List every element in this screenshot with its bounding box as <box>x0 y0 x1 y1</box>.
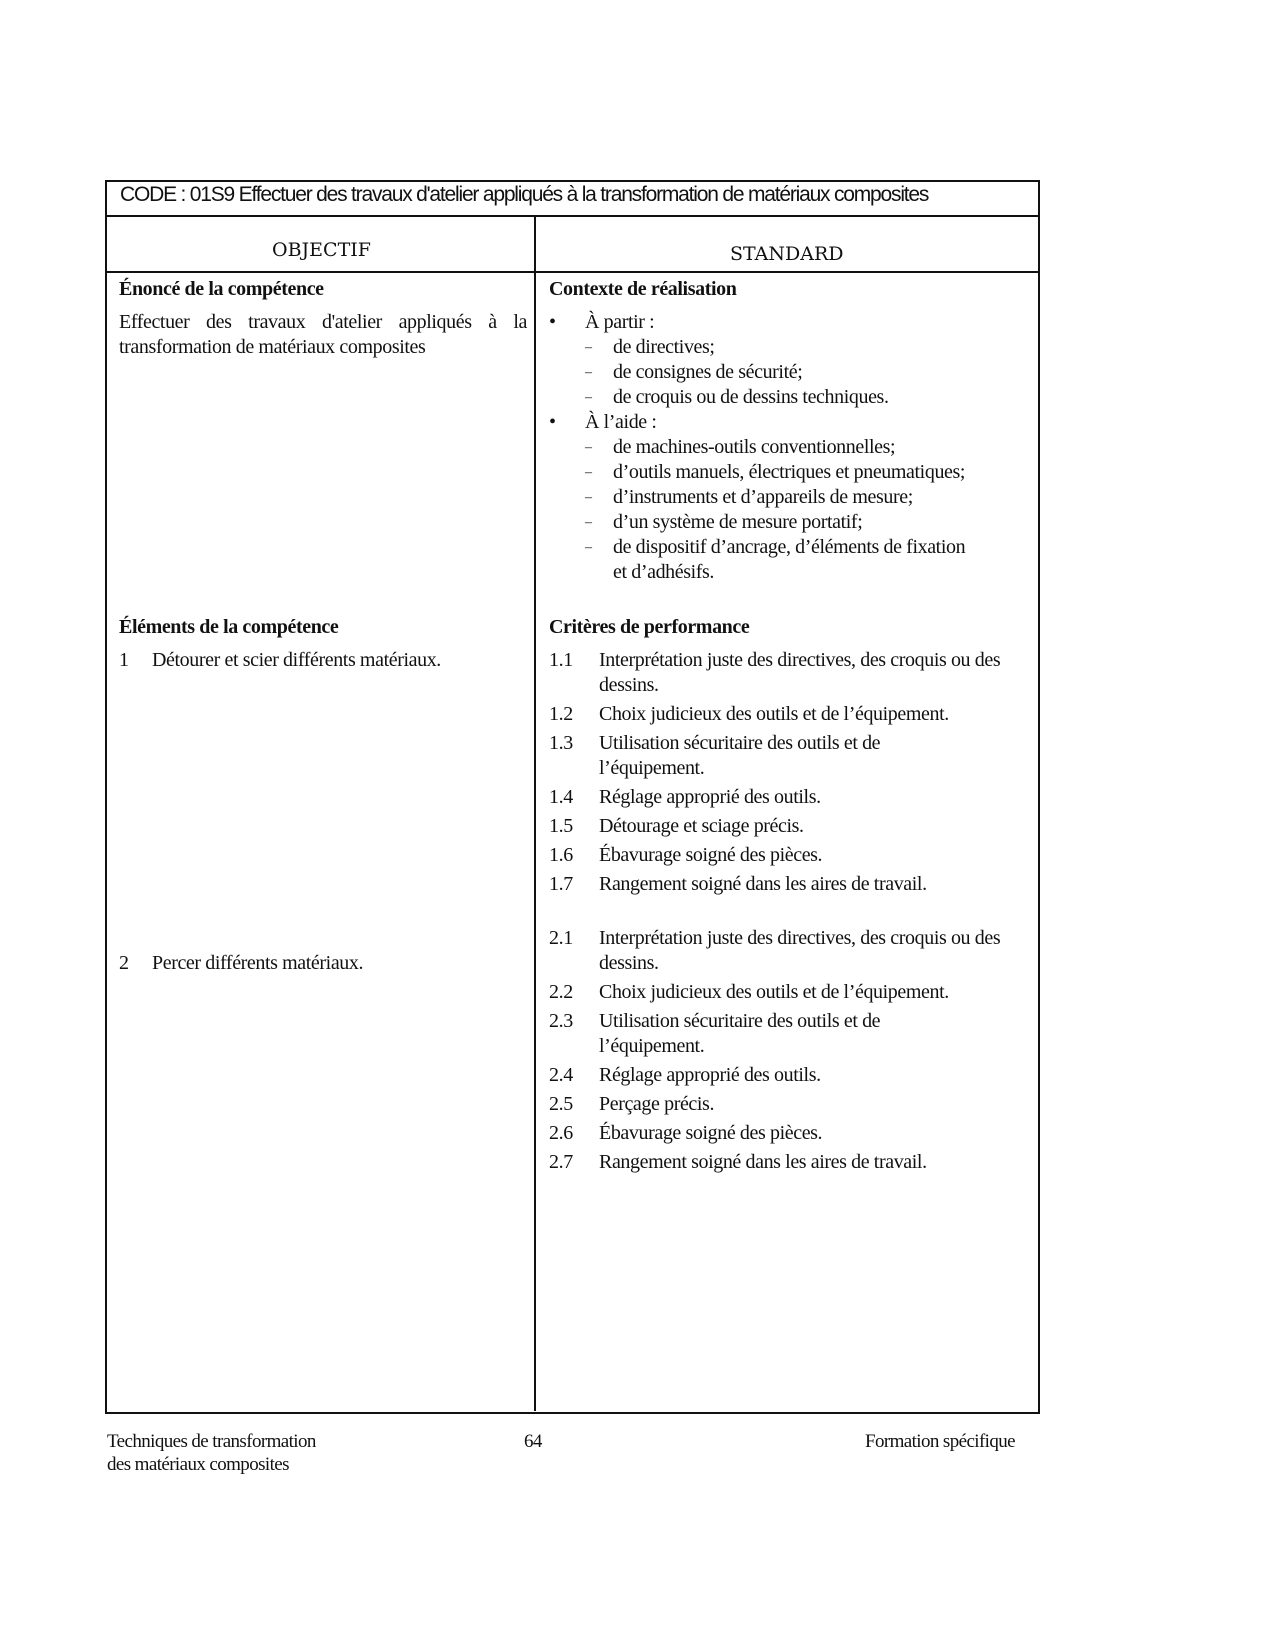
context-item-text: d’instruments et d’appareils de mesure; <box>613 486 913 508</box>
criterion-text: Réglage approprié des outils. <box>599 786 821 808</box>
element-text: Détourer et scier différents matériaux. <box>152 649 441 671</box>
context-item <box>549 385 969 410</box>
criterion-item <box>549 1150 1029 1175</box>
elements-heading: Éléments de la compétence <box>119 616 339 638</box>
footer-right: Formation spécifique <box>865 1431 1015 1452</box>
footer-program-2: des matériaux composites <box>107 1454 289 1475</box>
criteria-list-2 <box>549 926 1029 1179</box>
dash-icon: – <box>585 440 592 455</box>
criterion-number: 2.2 <box>549 981 573 1003</box>
enonce-text: Effectuer des travaux d'atelier appliqués à la transformation de matériaux composites <box>119 311 527 358</box>
context-label: À l’aide : <box>585 411 657 433</box>
criterion-item <box>549 1092 1029 1117</box>
criterion-text: Utilisation sécuritaire des outils et de l’équipement. <box>599 1010 881 1057</box>
criterion-number: 1.7 <box>549 873 573 895</box>
dash-icon: – <box>585 340 592 355</box>
context-item-text: de croquis ou de dessins techniques. <box>613 386 889 408</box>
context-item <box>549 535 973 585</box>
criterion-item <box>549 785 1029 810</box>
criterion-number: 1.5 <box>549 815 573 837</box>
criterion-item <box>549 1063 1029 1088</box>
criterion-number: 1.1 <box>549 649 573 671</box>
context-item <box>549 360 969 385</box>
enonce-heading: Énoncé de la compétence <box>119 278 324 300</box>
criterion-text: Choix judicieux des outils et de l’équipement. <box>599 981 949 1003</box>
objectif-header: OBJECTIF <box>272 239 371 261</box>
context-bullet <box>549 410 969 435</box>
footer-program: Techniques de transformation <box>107 1431 316 1452</box>
criterion-text: Détourage et sciage précis. <box>599 815 804 837</box>
bullet-icon: • <box>549 311 556 333</box>
dash-icon: – <box>585 365 592 380</box>
criterion-number: 2.4 <box>549 1064 573 1086</box>
criteres-heading: Critères de performance <box>549 616 750 638</box>
dash-icon: – <box>585 515 592 530</box>
context-label: À partir : <box>585 311 655 333</box>
criterion-item <box>549 843 1029 868</box>
criterion-item <box>549 1009 979 1059</box>
criterion-item <box>549 872 1029 897</box>
criterion-item <box>549 980 1029 1005</box>
divider <box>105 271 1040 273</box>
code-title: CODE : 01S9 Effectuer des travaux d'atelier appliqués à la transformation de matériaux composites <box>120 183 929 206</box>
criterion-number: 2.6 <box>549 1122 573 1144</box>
element-text: Percer différents matériaux. <box>152 952 364 974</box>
criterion-item <box>549 648 1029 698</box>
context-item <box>549 485 969 510</box>
contexte-list <box>549 310 969 585</box>
element-number: 1 <box>119 649 129 671</box>
criterion-text: Utilisation sécuritaire des outils et de l’équipement. <box>599 732 881 779</box>
context-item-text: d’un système de mesure portatif; <box>613 511 863 533</box>
criterion-number: 2.7 <box>549 1151 573 1173</box>
criteria-list-1 <box>549 648 1029 901</box>
criterion-number: 1.3 <box>549 732 573 754</box>
context-item-text: de dispositif d’ancrage, d’éléments de fixation et d’adhésifs. <box>613 536 966 583</box>
criterion-text: Rangement soigné dans les aires de travail. <box>599 873 927 895</box>
footer-left <box>107 1430 316 1476</box>
criterion-text: Ébavurage soigné des pièces. <box>599 844 823 866</box>
criterion-item <box>549 1121 1029 1146</box>
context-item <box>549 335 969 360</box>
dash-icon: – <box>585 540 592 555</box>
context-item-text: de directives; <box>613 336 715 358</box>
contexte-heading: Contexte de réalisation <box>549 278 737 300</box>
criterion-item <box>549 702 1029 727</box>
criterion-text: Réglage approprié des outils. <box>599 1064 821 1086</box>
divider <box>105 215 1040 217</box>
criterion-number: 1.4 <box>549 786 573 808</box>
dash-icon: – <box>585 490 592 505</box>
criterion-text: Perçage précis. <box>599 1093 715 1115</box>
bullet-icon: • <box>549 411 556 433</box>
criterion-item <box>549 814 1029 839</box>
criterion-item <box>549 926 1029 976</box>
criterion-text: Interprétation juste des directives, des croquis ou des dessins. <box>599 927 1001 974</box>
criterion-text: Choix judicieux des outils et de l’équipement. <box>599 703 949 725</box>
context-item-text: d’outils manuels, électriques et pneumatiques; <box>613 461 966 483</box>
page-number: 64 <box>524 1431 542 1452</box>
context-item <box>549 460 973 485</box>
dash-icon: – <box>585 465 592 480</box>
context-item-text: de consignes de sécurité; <box>613 361 803 383</box>
dash-icon: – <box>585 390 592 405</box>
context-item <box>549 435 969 460</box>
context-item <box>549 510 969 535</box>
criterion-text: Interprétation juste des directives, des croquis ou des dessins. <box>599 649 1001 696</box>
standard-header: STANDARD <box>730 243 844 265</box>
criterion-text: Rangement soigné dans les aires de travail. <box>599 1151 927 1173</box>
criterion-text: Ébavurage soigné des pièces. <box>599 1122 823 1144</box>
element-number: 2 <box>119 952 129 974</box>
criterion-item <box>549 731 979 781</box>
context-bullet <box>549 310 969 335</box>
criterion-number: 2.5 <box>549 1093 573 1115</box>
criterion-number: 2.1 <box>549 927 573 949</box>
criterion-number: 2.3 <box>549 1010 573 1032</box>
column-divider <box>534 216 536 1411</box>
criterion-number: 1.6 <box>549 844 573 866</box>
context-item-text: de machines-outils conventionnelles; <box>613 436 896 458</box>
criterion-number: 1.2 <box>549 703 573 725</box>
